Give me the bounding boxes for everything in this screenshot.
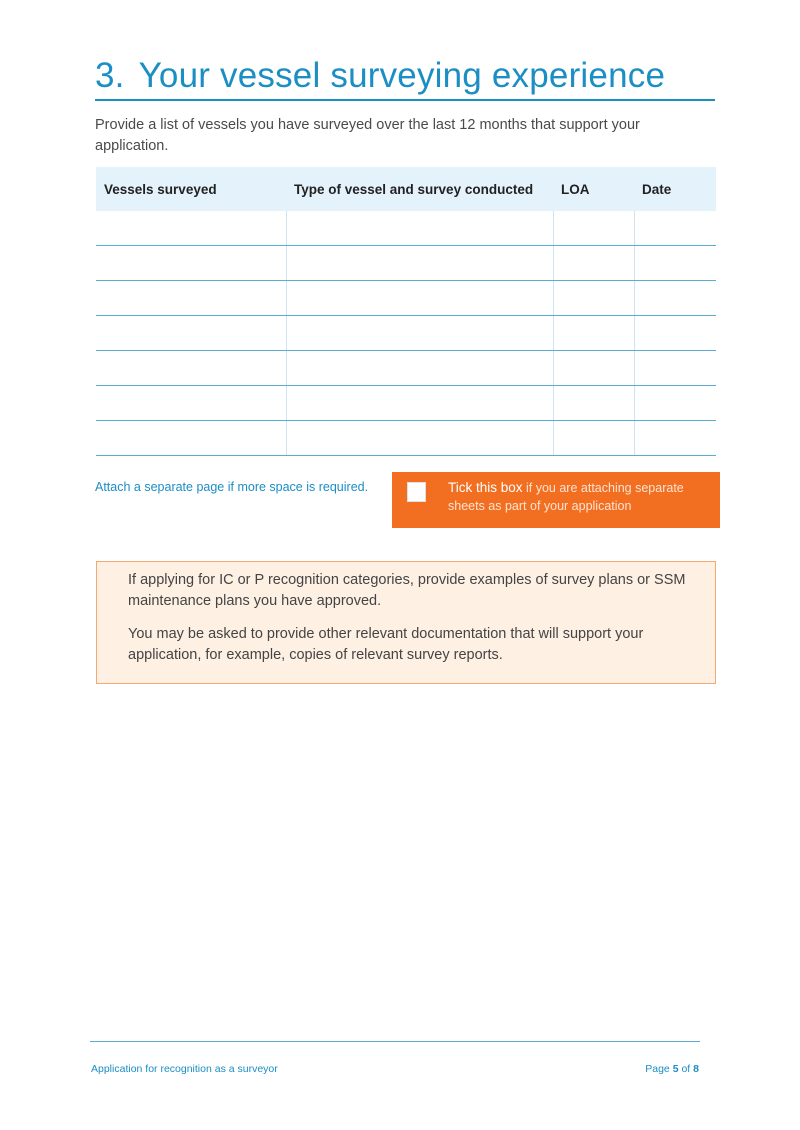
page-title [95,56,715,96]
table-row [96,351,716,386]
page-of: of [681,1063,691,1075]
section-title: Your vessel surveying experience [138,56,666,95]
vessel-cell[interactable] [96,351,286,386]
type-cell[interactable] [286,421,553,456]
vessel-cell[interactable] [96,246,286,281]
tick-label-bold: Tick this box [448,480,523,495]
tick-label-rest: if you are attaching separate sheets as part of your application [448,481,684,513]
date-cell[interactable] [634,281,716,316]
type-cell[interactable] [286,281,553,316]
attach-note: Attach a separate page if more space is required. [95,480,369,494]
column-header-date: Date [634,167,716,211]
table-header-row [96,167,716,211]
table-row [96,386,716,421]
footer-divider [90,1041,700,1042]
type-cell[interactable] [286,211,553,246]
loa-cell[interactable] [553,421,634,456]
loa-cell[interactable] [553,386,634,421]
page-current: 5 [672,1063,679,1075]
table-row [96,246,716,281]
type-cell[interactable] [286,386,553,421]
loa-cell[interactable] [553,211,634,246]
footer-page-number [645,1063,699,1075]
footer-doc-title: Application for recognition as a surveyor [91,1063,278,1075]
vessel-cell[interactable] [96,281,286,316]
vessel-cell[interactable] [96,386,286,421]
loa-cell[interactable] [553,316,634,351]
date-cell[interactable] [634,351,716,386]
column-header-type: Type of vessel and survey conducted [286,167,553,211]
attach-sheets-checkbox[interactable] [407,482,426,502]
loa-cell[interactable] [553,351,634,386]
date-cell[interactable] [634,421,716,456]
column-header-vessels: Vessels surveyed [96,167,286,211]
date-cell[interactable] [634,246,716,281]
notice-box [96,561,716,684]
section-number: 3. [95,56,125,95]
table-row [96,421,716,456]
vessel-cell[interactable] [96,211,286,246]
table-row [96,316,716,351]
table-row [96,211,716,246]
notice-paragraph-2: You may be asked to provide other relevant documentation that will support your application, for example, copies of relevant survey reports. [128,626,644,663]
vessels-table [96,167,716,456]
attach-sheets-label [448,479,708,515]
page-label: Page [645,1063,670,1075]
loa-cell[interactable] [553,246,634,281]
notice-paragraph-1: If applying for IC or P recognition categories, provide examples of survey plans or SSM maintenance plans you have approved. [128,572,686,609]
attach-sheets-panel [392,472,720,528]
date-cell[interactable] [634,211,716,246]
intro-text: Provide a list of vessels you have surveyed over the last 12 months that support your application. [95,117,640,154]
heading-divider [95,99,715,101]
type-cell[interactable] [286,316,553,351]
table-row [96,281,716,316]
vessel-cell[interactable] [96,421,286,456]
type-cell[interactable] [286,351,553,386]
date-cell[interactable] [634,386,716,421]
date-cell[interactable] [634,316,716,351]
loa-cell[interactable] [553,281,634,316]
page-total: 8 [693,1063,699,1075]
vessel-cell[interactable] [96,316,286,351]
type-cell[interactable] [286,246,553,281]
column-header-loa: LOA [553,167,634,211]
